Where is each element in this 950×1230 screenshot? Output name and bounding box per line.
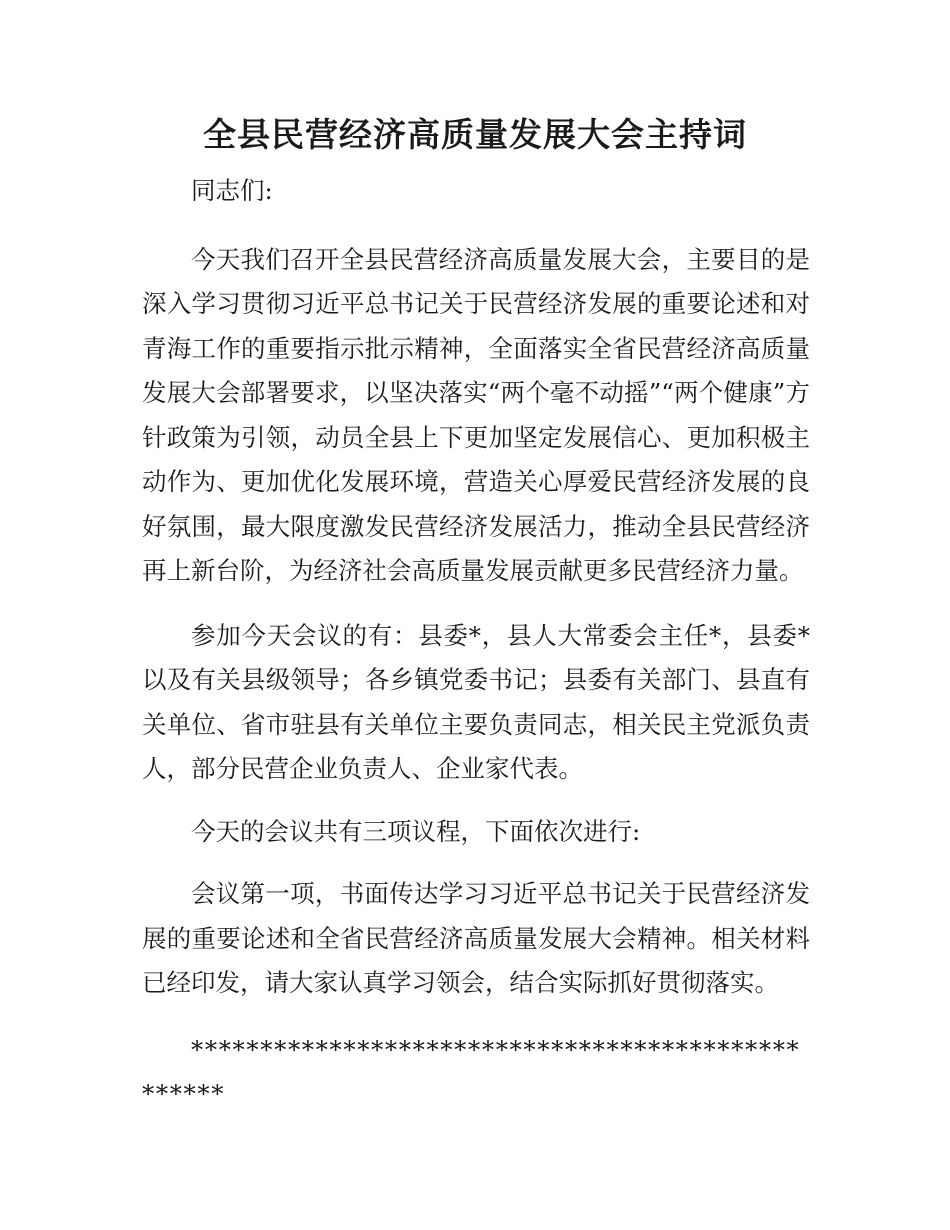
paragraph-attendees: 参加今天会议的有：县委*，县人大常委会主任*，县委*以及有关县级领导；各乡镇党委书记；县委有关部门、县直有关单位、省市驻县有关单位主要负责同志，相关民主党派负责人，部分民营企业负责人、企业家代表。 (142, 620, 810, 783)
salutation: 同志们: (191, 176, 273, 205)
document-title: 全县民营经济高质量发展大会主持词 (203, 115, 747, 154)
separator-asterisks: ************************************************** (142, 1034, 801, 1108)
paragraph-item-one: 会议第一项，书面传达学习习近平总书记关于民营经济发展的重要论述和全省民营经济高质量发展大会精神。相关材料已经印发，请大家认真学习领会，结合实际抓好贯彻落实。 (142, 879, 810, 997)
document-body (142, 140, 810, 1117)
paragraph-agenda: 今天的会议共有三项议程，下面依次进行: (191, 816, 641, 846)
paragraph-opening: 今天我们召开全县民营经济高质量发展大会，主要目的是深入学习贯彻习近平总书记关于民营经济发展的重要论述和对青海工作的重要指示批示精神，全面落实全省民营经济高质量发展大会部署要求，以坚决落实“两个毫不动摇”“两个健康”方针政策为引领，动员全县上下更加坚定发展信心、更加积极主动作为、更加优化发展环境，营造关心厚爱民营经济发展的良好氛围，最大限度激发民营经济发展活力，推动全县民营经济再上新台阶，为经济社会高质量发展贡献更多民营经济力量。 (142, 244, 810, 585)
